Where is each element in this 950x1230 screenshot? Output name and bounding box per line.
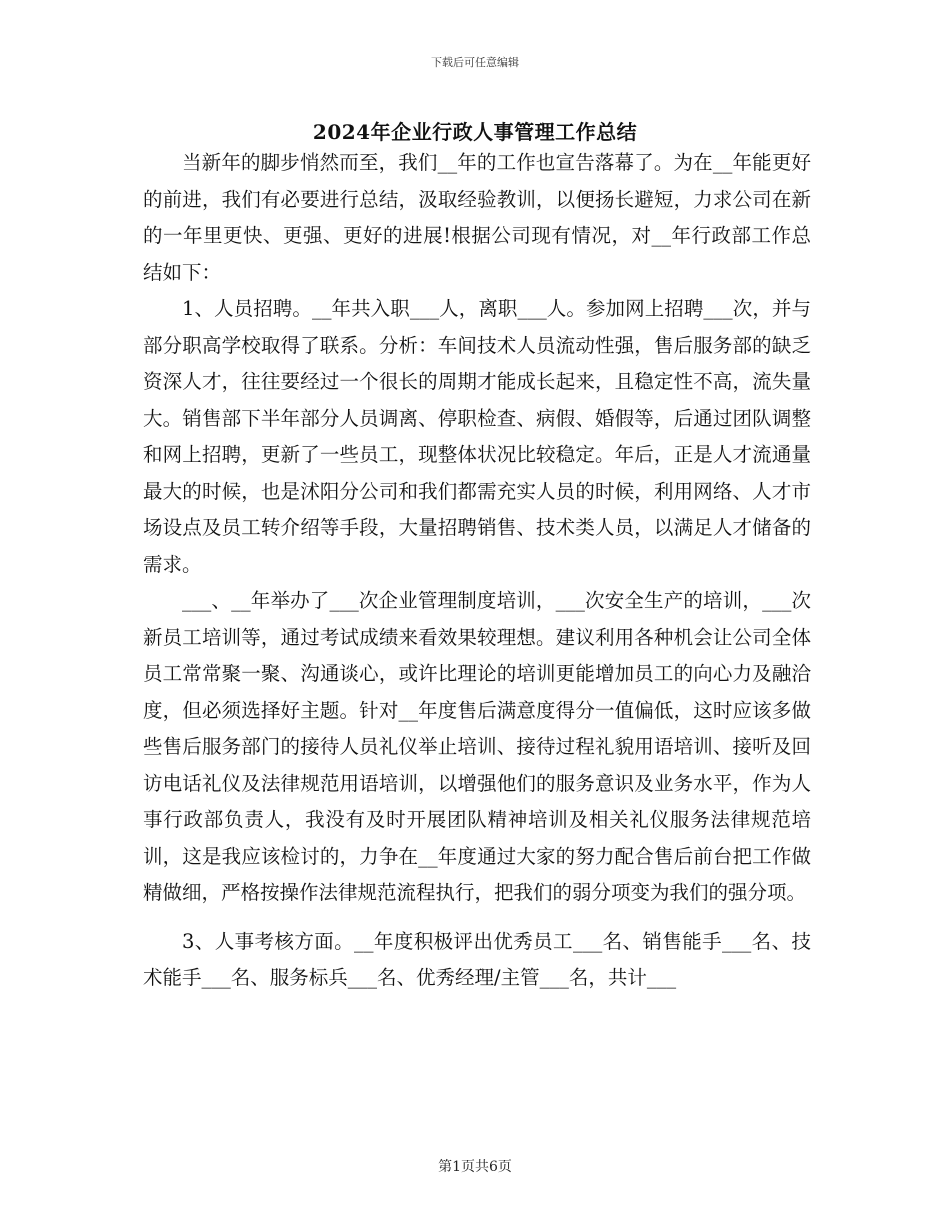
page-footer: 第1页共6页 xyxy=(438,1159,512,1175)
header-note: 下载后可任意编辑 xyxy=(431,56,519,69)
document-title: 2024年企业行政人事管理工作总结 xyxy=(312,120,638,144)
paragraph-recruitment: 1、人员招聘。__年共入职___人，离职___人。参加网上招聘___次，并与部分职高学校取得了联系。分析：车间技术人员流动性强，售后服务部的缺乏资深人才，往往要经过一个很长的周期才能成长起来，且稳定性不高，流失量大。销售部下半年部分人员调离、停职检查、病假、婚假等，后通过团队调整和网上招聘，更新了一些员工，现整体状况比较稳定。年后，正是人才流通量最大的时候，也是沭阳分公司和我们都需充实人员的时候，利用网络、人才市场设点及员工转介绍等手段，大量招聘销售、技术类人员，以满足人才储备的需求。 xyxy=(143,297,811,576)
paragraph-assessment: 3、人事考核方面。__年度积极评出优秀员工___名、销售能手___名、技术能手___名、服务标兵___名、优秀经理/主管___名，共计___ xyxy=(143,929,811,989)
paragraph-training: ___、__年举办了___次企业管理制度培训，___次安全生产的培训，___次新员工培训等，通过考试成绩来看效果较理想。建议利用各种机会让公司全体员工常常聚一聚、沟通谈心，或许比理论的培训更能增加员工的向心力及融洽度，但必须选择好主题。针对__年度售后满意度得分一值偏低，这时应该多做些售后服务部门的接待人员礼仪举止培训、接待过程礼貌用语培训、接听及回访电话礼仪及法律规范用语培训，以增强他们的服务意识及业务水平，作为人事行政部负责人，我没有及时开展团队精神培训及相关礼仪服务法律规范培训，这是我应该检讨的，力争在__年度通过大家的努力配合售后前台把工作做精做细，严格按操作法律规范流程执行，把我们的弱分项变为我们的强分项。 xyxy=(143,589,811,904)
document-body xyxy=(143,145,811,997)
paragraph-intro: 当新年的脚步悄然而至，我们__年的工作也宣告落幕了。为在__年能更好的前进，我们有必要进行总结，汲取经验教训，以便扬长避短，力求公司在新的一年里更快、更强、更好的进展!根据公司现有情况，对__年行政部工作总结如下： xyxy=(143,151,811,284)
